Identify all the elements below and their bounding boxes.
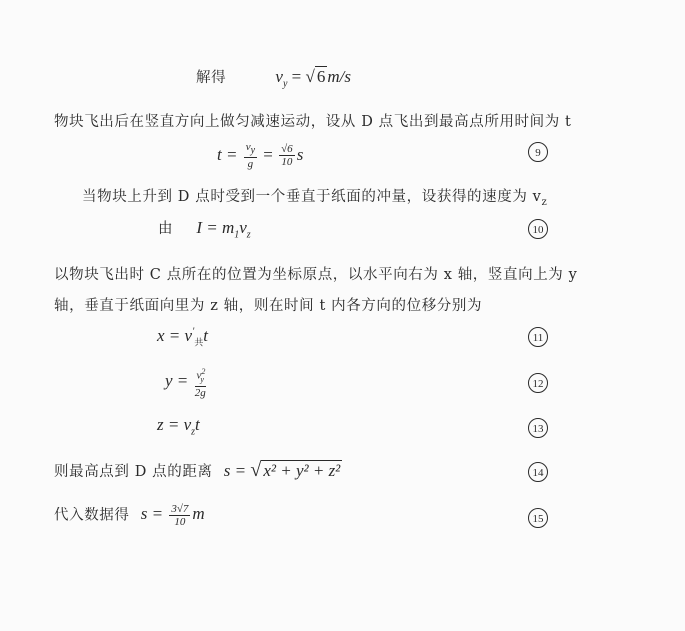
common-subscript: 共 (194, 338, 204, 349)
fraction-sqrt6-over-10 (279, 143, 295, 168)
equation-number-15 (526, 507, 550, 531)
fraction-vy2-over-2g (195, 366, 206, 399)
paragraph-line-5: 以物块飞出时 C 点所在的位置为坐标原点，以水平向右为 x 轴，竖直向上为 y (54, 267, 578, 283)
equation-number-10 (526, 218, 550, 242)
frac-den: 10 (281, 156, 293, 169)
frac-num-sub: y (250, 145, 256, 157)
frac-num: √6 (281, 143, 293, 156)
x-formula-line (157, 326, 208, 348)
result-formula (140, 503, 205, 528)
vz-subscript: z (541, 196, 548, 208)
impulse-label: 由 (158, 221, 174, 237)
impulse-formula (196, 218, 251, 241)
x-formula (157, 326, 208, 349)
time-formula (217, 141, 304, 171)
paragraph-line-2: 物块飞出后在竖直方向上做匀减速运动，设从 D 点飞出到最高点所用时间为 t (54, 114, 572, 130)
distance-unit: m (192, 504, 205, 524)
solve-label: 解得 (196, 70, 227, 86)
fraction-vy-over-g (244, 141, 257, 170)
t-symbol: t (203, 326, 208, 345)
v-symbol: v (239, 218, 247, 237)
radicand: x² + y² + z² (263, 461, 341, 480)
vy-subscript: y (200, 374, 204, 384)
eq-number-text: 15 (532, 513, 544, 525)
s-lhs: s = (223, 461, 251, 480)
eq-number-text: 12 (532, 378, 544, 390)
equation-number-9 (526, 141, 550, 165)
y-formula (165, 367, 208, 399)
t-lhs: t = (217, 144, 242, 164)
sqrt-symbol: √ x² + y² + z² (250, 459, 341, 481)
frac-den: 2g (194, 386, 206, 399)
eq-number-text: 9 (535, 147, 541, 159)
z-formula-line (157, 415, 200, 437)
vy-symbol: v (275, 67, 283, 86)
eq-number-text: 10 (532, 224, 544, 236)
distance-label: 则最高点到 D 点的距离 (54, 464, 213, 480)
z-formula (157, 415, 200, 438)
velocity-unit: m/s (327, 67, 351, 86)
vy-subscript: y (282, 78, 288, 90)
y-formula-line (165, 366, 208, 399)
t-symbol: t (195, 415, 200, 434)
frac-num: v (245, 141, 251, 153)
eq-number-text: 14 (532, 467, 544, 479)
vz-subscript: z (246, 229, 251, 241)
y-lhs: y = (165, 371, 193, 391)
equals-sign: = (287, 67, 306, 86)
s-lhs: s = (140, 504, 168, 524)
distance-line (54, 459, 342, 482)
frac-num: 3√7 (171, 503, 189, 515)
equation-number-14 (526, 461, 550, 485)
paragraph-line-3 (82, 185, 547, 208)
frac-num: v (196, 369, 202, 382)
frac-den: 10 (174, 516, 186, 528)
paragraph-line-6: 轴，垂直于纸面向里为 z 轴，则在时间 t 内各方向的位移分别为 (54, 298, 483, 314)
fraction-3sqrt7-over-10 (169, 503, 190, 528)
result-line (54, 503, 205, 528)
frac-den: g (247, 158, 254, 171)
square-exponent: 2 (201, 367, 206, 376)
result-label: 代入数据得 (54, 507, 130, 524)
line-3-text: 当物块上升到 D 点时受到一个垂直于纸面的冲量，设获得的速度为 v (82, 189, 542, 205)
time-unit: s (296, 144, 304, 164)
m1-subscript: 1 (234, 229, 240, 241)
equation-number-12 (526, 372, 550, 396)
sqrt-symbol: √ 6 (305, 67, 326, 86)
eq-number-text: 13 (532, 423, 544, 435)
eq-number-text: 11 (532, 332, 544, 344)
distance-formula (224, 461, 343, 480)
time-formula-line (217, 141, 303, 170)
prime-mark: ' (192, 326, 195, 338)
equation-number-11 (526, 326, 550, 350)
x-lhs: x = v (157, 326, 193, 345)
impulse-line (158, 217, 251, 240)
equals-sign: = (259, 144, 278, 164)
impulse-lhs: I = m (196, 218, 235, 237)
radicand: 6 (316, 67, 326, 86)
vy-formula (275, 67, 351, 90)
vz-subscript: z (191, 426, 196, 438)
equation-number-13 (526, 417, 550, 441)
solve-line (196, 66, 351, 89)
z-lhs: z = v (157, 415, 192, 434)
